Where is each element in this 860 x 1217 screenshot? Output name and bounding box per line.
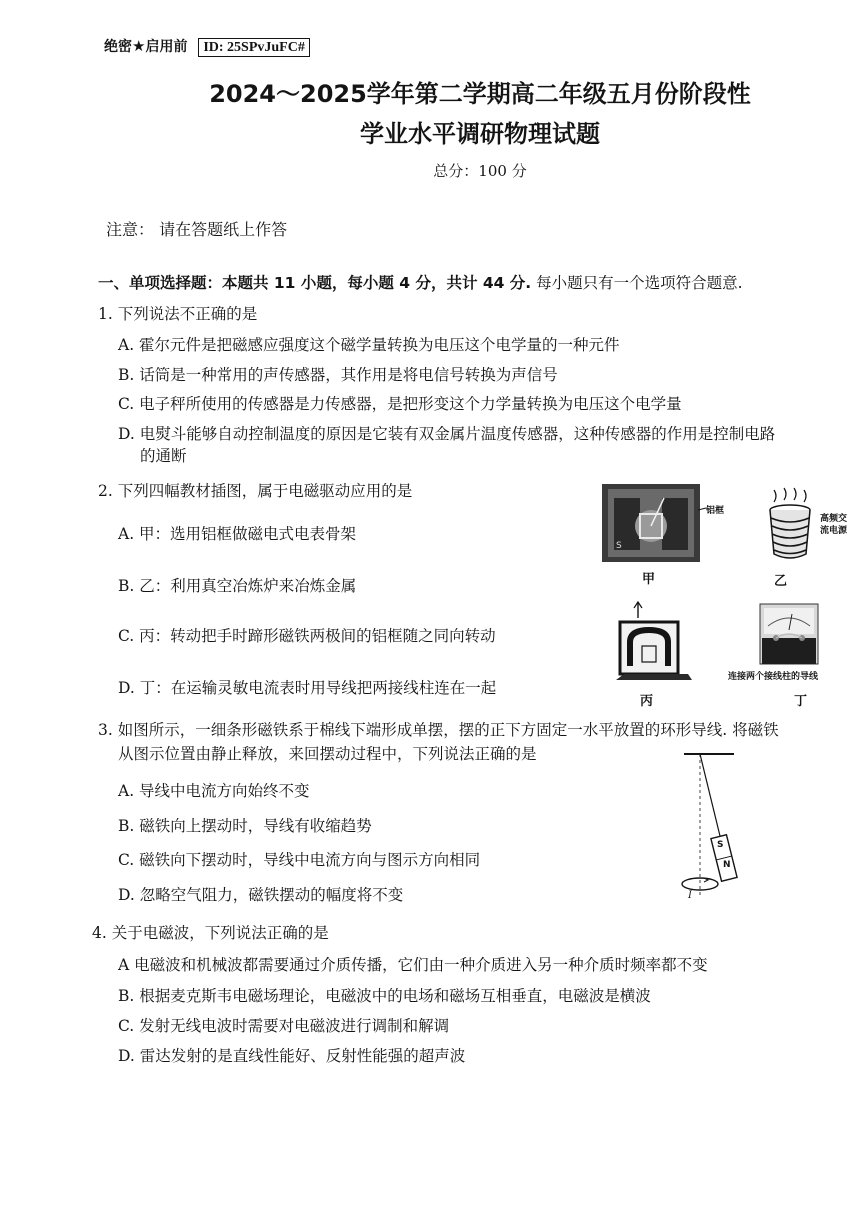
current-label: I bbox=[688, 890, 692, 901]
label-yi: 乙 bbox=[774, 574, 788, 589]
callout-hf-line1: 高频交 bbox=[820, 514, 848, 524]
q3-stem-line2: 从图示位置由静止释放，来回摆动过程中，下列说法正确的是 bbox=[118, 745, 537, 763]
confidential-header bbox=[104, 36, 310, 57]
q2-option-b: B. 乙：利用真空冶炼炉来冶炼金属 bbox=[118, 577, 357, 595]
figure-bing-magnet bbox=[616, 600, 692, 688]
q1-stem: 1. 下列说法不正确的是 bbox=[98, 305, 258, 323]
q1-option-d-cont: 的通断 bbox=[140, 447, 187, 465]
q3-option-c: C. 磁铁向下摆动时，导线中电流方向与图示方向相同 bbox=[118, 851, 481, 869]
q2-option-c: C. 丙：转动把手时蹄形磁铁两极间的铝框随之同向转动 bbox=[118, 627, 496, 645]
q3-option-b: B. 磁铁向上摆动时，导线有收缩趋势 bbox=[118, 817, 372, 835]
label-bing: 丙 bbox=[640, 694, 654, 709]
q4-option-c: C. 发射无线电波时需要对电磁波进行调制和解调 bbox=[118, 1017, 450, 1035]
pole-n-label: N bbox=[723, 860, 731, 870]
figure-ding-galvanometer bbox=[758, 602, 820, 666]
total-score: 总分：100 分 bbox=[433, 162, 527, 180]
q3-option-a: A. 导线中电流方向始终不变 bbox=[118, 782, 310, 800]
label-ding: 丁 bbox=[794, 694, 808, 709]
pendulum-diagram bbox=[674, 748, 754, 908]
q1-option-b: B. 话筒是一种常用的声传感器，其作用是将电信号转换为声信号 bbox=[118, 366, 558, 384]
star-icon: ★ bbox=[132, 37, 146, 55]
section-heading bbox=[98, 271, 743, 293]
q1-option-c: C. 电子秤所使用的传感器是力传感器，是把形变这个力学量转换为电压这个电学量 bbox=[118, 395, 682, 413]
section-heading-rest: 每小题只有一个选项符合题意. bbox=[531, 274, 743, 292]
q2-figure bbox=[600, 484, 860, 709]
notice: 注意： 请在答题纸上作答 bbox=[106, 220, 288, 239]
q2-option-a: A. 甲：选用铝框做磁电式电表骨架 bbox=[118, 525, 357, 543]
q4-option-d: D. 雷达发射的是直线性能好、反射性能强的超声波 bbox=[118, 1047, 466, 1065]
q2-option-d: D. 丁：在运输灵敏电流表时用导线把两接线柱连在一起 bbox=[118, 679, 497, 697]
exam-title-line2: 学业水平调研物理试题 bbox=[360, 120, 600, 148]
q4-stem: 4. 关于电磁波，下列说法正确的是 bbox=[92, 924, 329, 942]
figure-yi-furnace bbox=[760, 486, 822, 566]
exam-title-line1: 2024～2025学年第二学期高二年级五月份阶段性 bbox=[209, 80, 751, 108]
label-jia: 甲 bbox=[642, 572, 656, 587]
svg-text:S: S bbox=[616, 541, 622, 551]
q2-stem: 2. 下列四幅教材插图，属于电磁驱动应用的是 bbox=[98, 482, 413, 500]
q3-stem-line1: 3. 如图所示，一细条形磁铁系于棉线下端形成单摆，摆的正下方固定一水平放置的环形导线. 将磁铁 bbox=[98, 721, 779, 739]
callout-aluminum-frame: 铝框 bbox=[706, 506, 725, 516]
figure-jia-image bbox=[602, 484, 700, 562]
q4-option-a: A 电磁波和机械波都需要通过介质传播，它们由一种介质进入另一种介质时频率都不变 bbox=[118, 956, 708, 974]
q3-pendulum-figure bbox=[674, 748, 754, 908]
secret-suffix: 启用前 bbox=[145, 39, 188, 55]
section-heading-bold: 一、单项选择题：本题共 11 小题，每小题 4 分，共计 44 分. bbox=[98, 274, 532, 292]
q4-option-b: B. 根据麦克斯韦电磁场理论，电磁波中的电场和磁场互相垂直，电磁波是横波 bbox=[118, 987, 651, 1005]
secret-label: 绝密 bbox=[104, 39, 132, 55]
q1-option-d: D. 电熨斗能够自动控制温度的原因是它装有双金属片温度传感器，这种传感器的作用是控制电路 bbox=[118, 425, 776, 443]
exam-id-box: ID: 25SPvJuFC# bbox=[198, 38, 310, 57]
q1-option-a: A. 霍尔元件是把磁感应强度这个磁学量转换为电压这个电学量的一种元件 bbox=[118, 336, 620, 354]
pole-s-label: S bbox=[717, 840, 724, 850]
q3-option-d: D. 忽略空气阻力，磁铁摆动的幅度将不变 bbox=[118, 886, 404, 904]
callout-hf-line2: 流电源 bbox=[820, 526, 848, 536]
callout-wire: 连接两个接线柱的导线 bbox=[728, 672, 819, 682]
